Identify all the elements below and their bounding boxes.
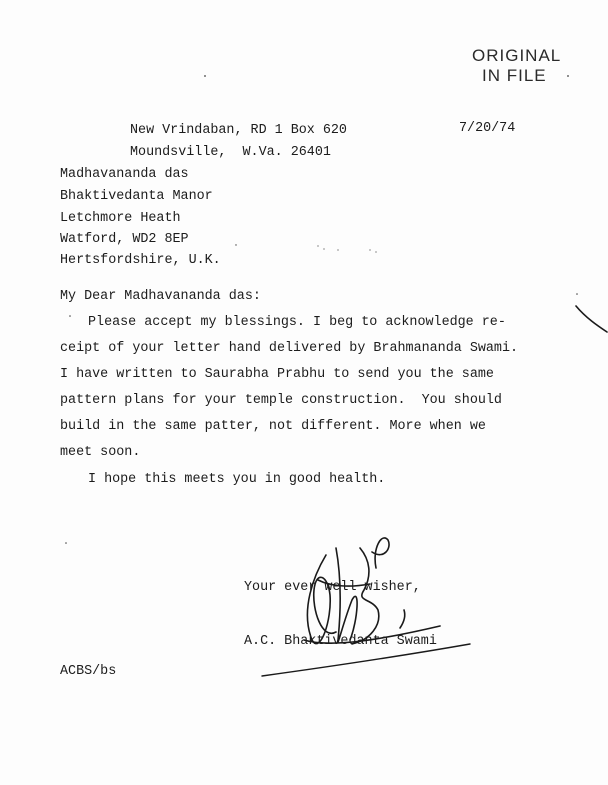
letter-date: 7/20/74 <box>459 121 516 136</box>
body-line-7: I hope this meets you in good health. <box>88 472 386 487</box>
reference-initials: ACBS/bs <box>60 664 117 679</box>
recipient-line-2: Bhaktivedanta Manor <box>60 189 213 204</box>
body-line-6: meet soon. <box>60 445 141 460</box>
salutation: My Dear Madhavananda das: <box>60 289 261 304</box>
recipient-line-5: Hertsfordshire, U.K. <box>60 253 221 268</box>
recipient-line-3: Letchmore Heath <box>60 211 181 226</box>
signatory-name: A.C. Bhaktivedanta Swami <box>244 634 437 649</box>
valediction: Your ever well wisher, <box>244 580 421 595</box>
body-line-4: pattern plans for your temple construction. You should <box>60 393 502 408</box>
recipient-line-1: Madhavananda das <box>60 167 189 182</box>
sender-address-line-1: New Vrindaban, RD 1 Box 620 <box>130 123 347 138</box>
sender-address-line-2: Moundsville, W.Va. 26401 <box>130 145 331 160</box>
body-line-1: Please accept my blessings. I beg to acknowledge re- <box>88 315 506 330</box>
recipient-line-4: Watford, WD2 8EP <box>60 232 189 247</box>
stamp-in-file: IN FILE <box>482 66 547 85</box>
margin-edge-mark <box>576 306 607 332</box>
body-line-3: I have written to Saurabha Prabhu to send you the same <box>60 367 494 382</box>
body-line-2: ceipt of your letter hand delivered by Brahmananda Swami. <box>60 341 519 356</box>
body-line-5: build in the same patter, not different. More when we <box>60 419 486 434</box>
stamp-original: ORIGINAL <box>472 46 562 65</box>
